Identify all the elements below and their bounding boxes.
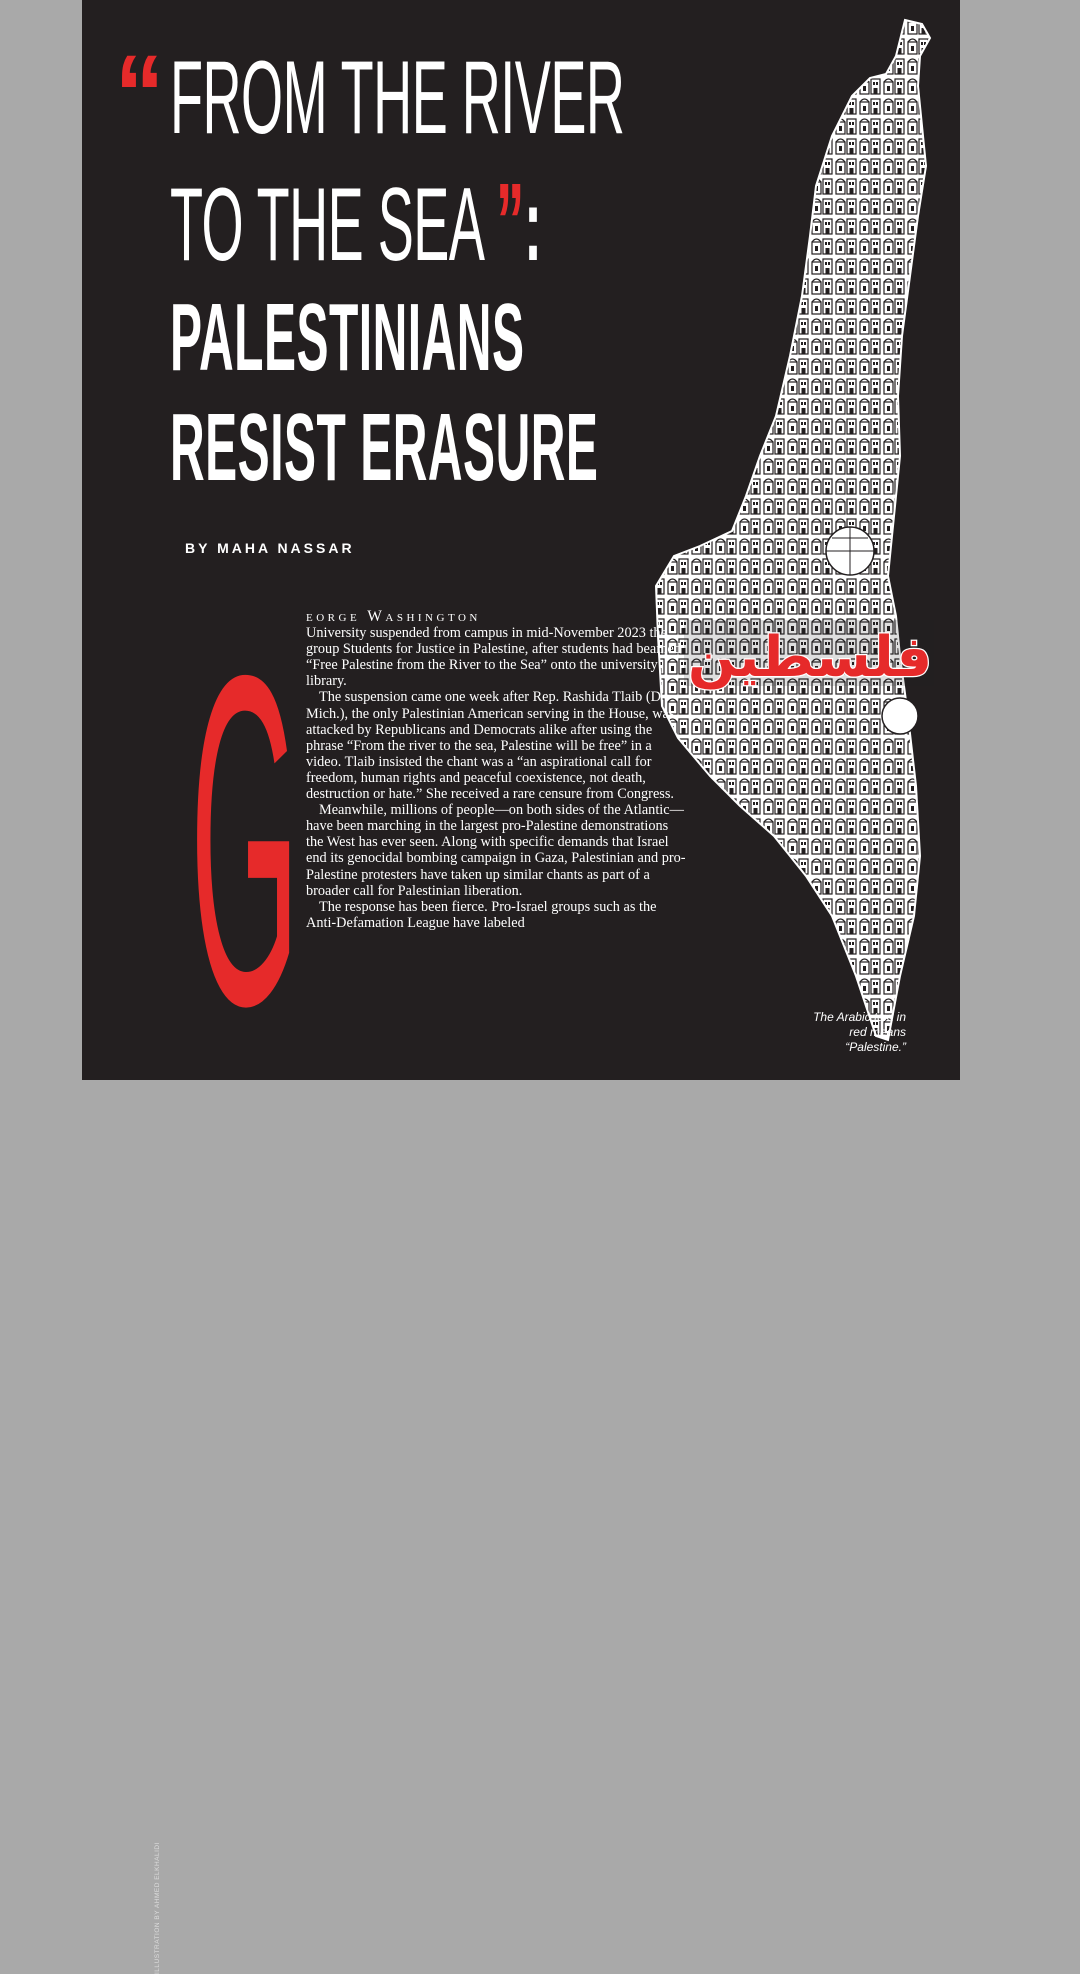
paragraph-2: The suspension came one week after Rep. Rashida Tlaib (D-Mich.), the only Palestinian American serving in the House, was attacked by Republicans and Democrats alike after using the phrase “From the river to the sea, Palestine will be free” in a video. Tlaib insisted the chant was a “an aspirational call for freedom, human rights and peaceful coexistence, not death, destruction or hate.” She received a rare censure from Congress.	[306, 689, 675, 803]
title-colon: :	[523, 167, 542, 283]
map-arabic-label: فلسطين	[687, 625, 933, 690]
open-quote-mark: “	[114, 33, 165, 156]
byline: BY MAHA NASSAR	[185, 540, 355, 556]
close-quote-mark: ”	[495, 161, 524, 284]
article-body	[306, 609, 688, 931]
credit-container	[114, 1056, 161, 1974]
map-caption: The Arabic text in red means “Palestine.”	[813, 1010, 906, 1054]
map-shape	[656, 20, 933, 1040]
title-line-2	[170, 161, 624, 290]
paragraph-1-text: University suspended from campus in mid-November 2023 the group Students for Justice in Palestine, after students had beamed “Free Palestine from the River to the Sea” onto the university library.	[306, 625, 681, 690]
magazine-page	[82, 0, 960, 1974]
paragraph-4: The response has been fierce. Pro-Israel groups such as the Anti-Defamation League have labeled	[306, 898, 657, 931]
title-line-2-text: TO THE SEA	[170, 167, 482, 283]
title-line-4: RESIST ERASURE	[170, 394, 599, 501]
title-line-1: FROM THE RIVER	[170, 40, 625, 156]
illustration-credit: ILLUSTRATION BY AHMED ELKHALIDI	[154, 1842, 161, 1974]
paragraph-1	[306, 609, 688, 689]
title-line-3: PALESTINIANS	[170, 284, 525, 391]
lead-in: eorge Washington	[306, 608, 481, 625]
drop-cap: G	[190, 578, 300, 1103]
paragraph-3: Meanwhile, millions of people—on both sides of the Atlantic—have been marching in the largest pro-Palestine demonstrations the West has ever seen. Along with specific demands that Israel end its genocidal bombing campaign in Gaza, Palestinian and pro-Palestine protesters have taken up similar chants as part of a broader call for Palestinian liberation.	[306, 802, 686, 899]
